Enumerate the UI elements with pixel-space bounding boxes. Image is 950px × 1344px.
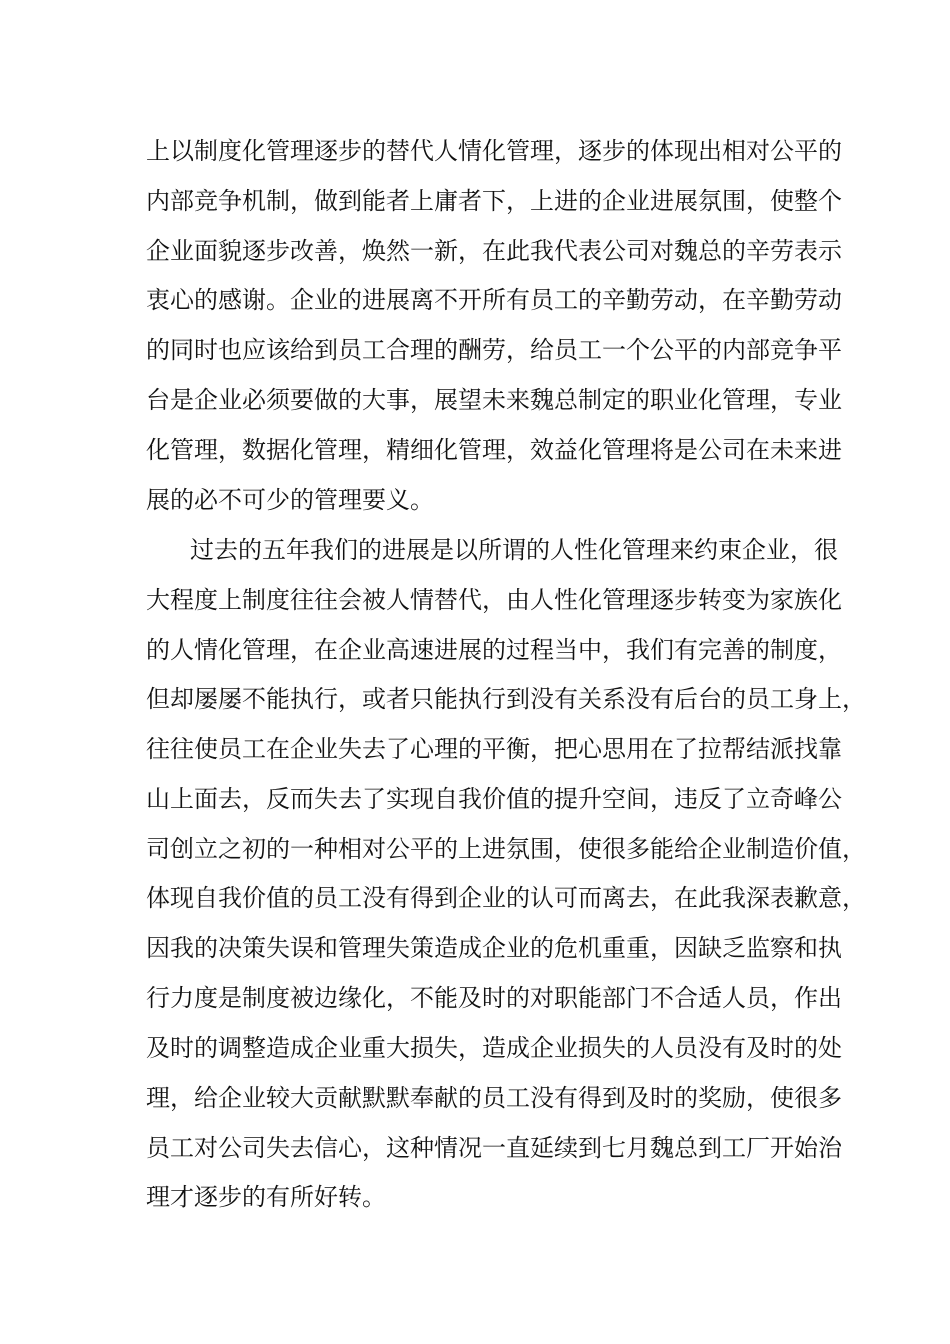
paragraph-1-line: 企业面貌逐步改善，焕然一新，在此我代表公司对魏总的辛劳表示	[146, 237, 842, 265]
paragraph-2-line: 但却屡屡不能执行，或者只能执行到没有关系没有后台的员工身上，	[146, 685, 866, 713]
paragraph-2-line: 员工对公司失去信心，这种情况一直延续到七月魏总到工厂开始治	[146, 1134, 842, 1162]
paragraph-1-line: 的同时也应该给到员工合理的酬劳，给员工一个公平的内部竞争平	[146, 336, 842, 364]
paragraph-2-line: 因我的决策失误和管理失策造成企业的危机重重，因缺乏监察和执	[146, 934, 842, 962]
paragraph-1-line: 台是企业必须要做的大事，展望未来魏总制定的职业化管理，专业	[146, 386, 842, 414]
paragraph-2-line: 过去的五年我们的进展是以所谓的人性化管理来约束企业，很	[190, 536, 838, 564]
paragraph-2-line: 理才逐步的有所好转。	[146, 1183, 386, 1211]
paragraph-1-line: 化管理，数据化管理，精细化管理，效益化管理将是公司在未来进	[146, 436, 842, 464]
paragraph-1-line: 展的必不可少的管理要义。	[146, 486, 434, 514]
paragraph-2-line: 及时的调整造成企业重大损失，造成企业损失的人员没有及时的处	[146, 1034, 842, 1062]
paragraph-2-line: 大程度上制度往往会被人情替代，由人性化管理逐步转变为家族化	[146, 586, 842, 614]
paragraph-2-line: 体现自我价值的员工没有得到企业的认可而离去，在此我深表歉意，	[146, 884, 866, 912]
paragraph-1-line: 衷心的感谢。企业的进展离不开所有员工的辛勤劳动，在辛勤劳动	[146, 286, 842, 314]
paragraph-2-line: 的人情化管理，在企业高速进展的过程当中，我们有完善的制度，	[146, 636, 842, 664]
paragraph-1-line: 上以制度化管理逐步的替代人情化管理，逐步的体现出相对公平的	[146, 137, 842, 165]
paragraph-2-line: 理，给企业较大贡献默默奉献的员工没有得到及时的奖励，使很多	[146, 1084, 842, 1112]
paragraph-2-line: 行力度是制度被边缘化，不能及时的对职能部门不合适人员，作出	[146, 984, 842, 1012]
paragraph-2-line: 山上面去，反而失去了实现自我价值的提升空间，违反了立奇峰公	[146, 785, 842, 813]
paragraph-2-line: 司创立之初的一种相对公平的上进氛围，使很多能给企业制造价值，	[146, 835, 866, 863]
paragraph-2-line: 往往使员工在企业失去了心理的平衡，把心思用在了拉帮结派找靠	[146, 735, 842, 763]
paragraph-1-line: 内部竞争机制，做到能者上庸者下，上进的企业进展氛围，使整个	[146, 187, 842, 215]
